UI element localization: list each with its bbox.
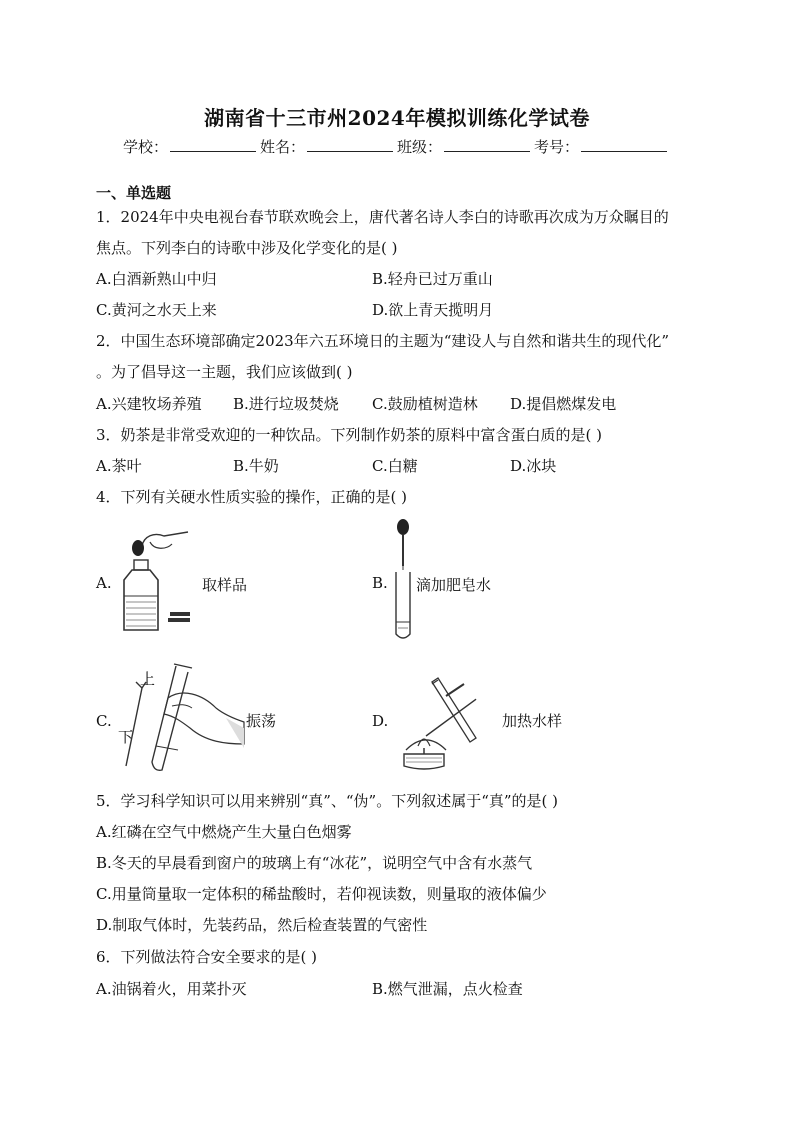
heating-tube-figure (396, 672, 496, 772)
shaking-tube-figure (116, 658, 246, 776)
question-3-option-c[interactable]: C.白糖 (372, 457, 418, 475)
name-blank[interactable] (307, 137, 393, 152)
question-5-option-a[interactable]: A.红磷在空气中燃烧产生大量白色烟雾 (96, 823, 352, 841)
student-info-line (0, 136, 794, 157)
question-6-option-b[interactable]: B.燃气泄漏，点火检查 (372, 980, 523, 998)
question-2-option-c[interactable]: C.鼓励植树造林 (372, 395, 478, 413)
question-2-stem-line1: 2．中国生态环境部确定2023年六五环境日的主题为“建设人与自然和谐共生的现代化” (96, 332, 670, 350)
sample-bottle-figure (114, 524, 194, 636)
class-blank[interactable] (444, 137, 530, 152)
question-3-option-a[interactable]: A.茶叶 (96, 457, 142, 475)
question-3-stem: 3．奶茶是非常受欢迎的一种饮品。下列制作奶茶的原料中富含蛋白质的是( ) (96, 426, 603, 444)
question-5-stem: 5．学习科学知识可以用来辨别“真”、“伪”。下列叙述属于“真”的是( ) (96, 792, 559, 810)
arrow-down-label: 下 (118, 728, 134, 746)
question-4-option-a[interactable]: A. (96, 574, 112, 592)
class-label: 班级： (397, 138, 443, 156)
question-1-option-b[interactable]: B.轻舟已过万重山 (372, 270, 493, 288)
question-4-option-d[interactable]: D. (372, 712, 389, 730)
question-6-option-a[interactable]: A.油锅着火，用菜扑灭 (96, 980, 247, 998)
question-4-option-b[interactable]: B. (372, 574, 388, 592)
exam-no-blank[interactable] (581, 137, 667, 152)
question-2-stem-line2: 。为了倡导这一主题，我们应该做到( ) (96, 363, 353, 381)
name-label: 姓名： (259, 138, 305, 156)
question-4-caption-a: 取样品 (202, 576, 248, 594)
question-5-option-b[interactable]: B.冬天的早晨看到窗户的玻璃上有“冰花”，说明空气中含有水蒸气 (96, 854, 533, 872)
arrow-up-label: 上 (140, 670, 156, 688)
question-4-option-c[interactable]: C. (96, 712, 112, 730)
section-title: 一、单选题 (96, 184, 172, 202)
question-4-caption-b: 滴加肥皂水 (416, 576, 492, 594)
question-4-stem: 4．下列有关硬水性质实验的操作，正确的是( ) (96, 488, 408, 506)
exam-title: 湖南省十三市州2024年模拟训练化学试卷 (204, 106, 590, 130)
question-2-option-d[interactable]: D.提倡燃煤发电 (510, 395, 617, 413)
school-blank[interactable] (170, 137, 256, 152)
question-5-option-d[interactable]: D.制取气体时，先装药品，然后检查装置的气密性 (96, 916, 428, 934)
question-3-option-d[interactable]: D.冰块 (510, 457, 557, 475)
question-1-option-c[interactable]: C.黄河之水天上来 (96, 301, 217, 319)
question-2-option-b[interactable]: B.进行垃圾焚烧 (233, 395, 339, 413)
question-1-option-a[interactable]: A.白酒新熟山中归 (96, 270, 217, 288)
question-1-option-d[interactable]: D.欲上青天揽明月 (372, 301, 494, 319)
question-4-caption-c: 振荡 (246, 712, 277, 730)
question-3-option-b[interactable]: B.牛奶 (233, 457, 279, 475)
dropper-tube-figure (390, 518, 416, 644)
question-1-stem-line2: 焦点。下列李白的诗歌中涉及化学变化的是( ) (96, 239, 398, 257)
question-6-stem: 6．下列做法符合安全要求的是( ) (96, 948, 318, 966)
question-4-caption-d: 加热水样 (502, 712, 563, 730)
question-2-option-a[interactable]: A.兴建牧场养殖 (96, 395, 202, 413)
school-label: 学校： (122, 138, 168, 156)
exam-no-label: 考号： (534, 138, 580, 156)
question-5-option-c[interactable]: C.用量筒量取一定体积的稀盐酸时，若仰视读数，则量取的液体偏少 (96, 885, 547, 903)
question-1-stem-line1: 1．2024年中央电视台春节联欢晚会上，唐代著名诗人李白的诗歌再次成为万众瞩目的 (96, 208, 669, 226)
